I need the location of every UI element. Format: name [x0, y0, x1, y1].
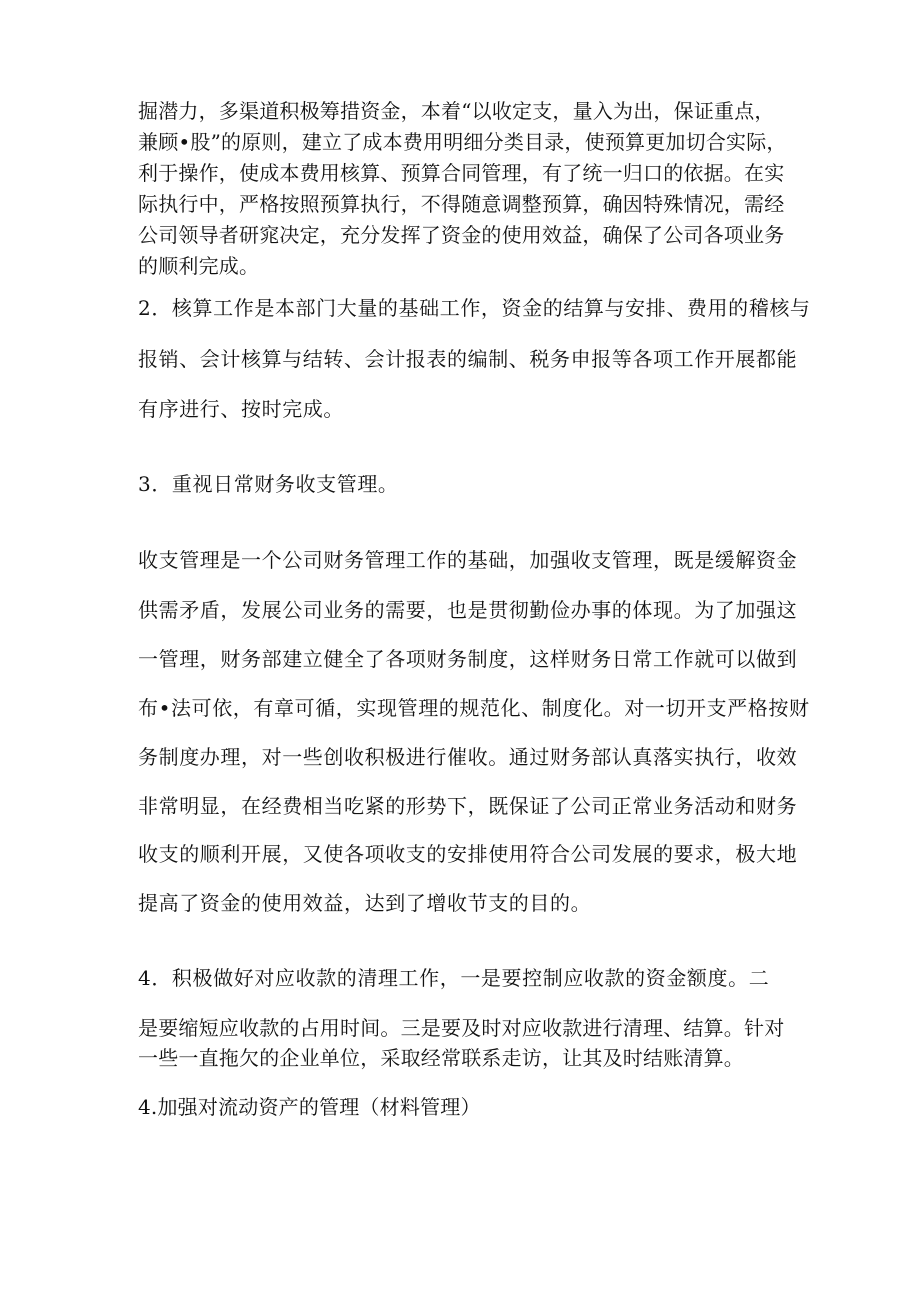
para2-line-2: 报销、会计核算与结转、会计报表的编制、税务申报等各项工作开展都能 [138, 347, 798, 371]
para1-line-3: 利于操作，使成本费用核算、预算合同管理，有了统一归口的依据。在实 [138, 161, 785, 185]
para4-line-3: 一些一直拖欠的企业单位，采取经常联系走访，让其及时结账清算。 [138, 1046, 744, 1070]
para1-line-4: 际执行中，严格按照预算执行，不得随意调整预算，确因特殊情况，需经 [138, 192, 785, 216]
para3-line-1: 收支管理是一个公司财务管理工作的基础，加强收支管理，既是缓解资金 [138, 548, 798, 572]
section-heading-4-assets: 4.加强对流动资产的管理（材料管理） [138, 1095, 481, 1119]
section-heading-3: 3．重视日常财务收支管理。 [138, 472, 399, 496]
para3-line-3: 一管理，财务部建立健全了各项财务制度，这样财务日常工作就可以做到 [138, 647, 798, 671]
para2-line-1: 2．核算工作是本部门大量的基础工作，资金的结算与安排、费用的稽核与 [138, 296, 811, 320]
para1-line-1: 掘潜力，多渠道积极筹措资金，本着“以收定支，量入为出，保证重点， [138, 99, 775, 123]
para3-line-5: 务制度办理，对一些创收积极进行催收。通过财务部认真落实执行，收效 [138, 745, 798, 769]
para2-line-3: 有序进行、按时完成。 [138, 397, 344, 421]
para3-line-4: 布•法可依，有章可循，实现管理的规范化、制度化。对一切开支严格按财 [138, 696, 810, 720]
para4-line-2: 是要缩短应收款的占用时间。三是要及时对应收款进行清理、结算。针对 [138, 1016, 785, 1040]
para3-line-7: 收支的顺利开展，又使各项收支的安排使用符合公司发展的要求，极大地 [138, 842, 798, 866]
para1-line-2: 兼顾•股”的原则，建立了成本费用明细分类目录，使预算更加切合实际， [138, 130, 787, 154]
para3-line-6: 非常明显，在经费相当吃紧的形势下，既保证了公司正常业务活动和财务 [138, 794, 798, 818]
para3-line-8: 提高了资金的使用效益，达到了增收节支的目的。 [138, 891, 592, 915]
para3-line-2: 供需矛盾，发展公司业务的需要，也是贯彻勤俭办事的体现。为了加强这 [138, 598, 798, 622]
para1-line-6: 的顺利完成。 [138, 254, 260, 278]
para1-line-5: 公司领导者研窕决定，充分发挥了资金的使用效益，确保了公司各项业务 [138, 223, 785, 247]
para4-line-1: 4．积极做好对应收款的清理工作，一是要控制应收款的资金额度。二 [138, 966, 770, 990]
